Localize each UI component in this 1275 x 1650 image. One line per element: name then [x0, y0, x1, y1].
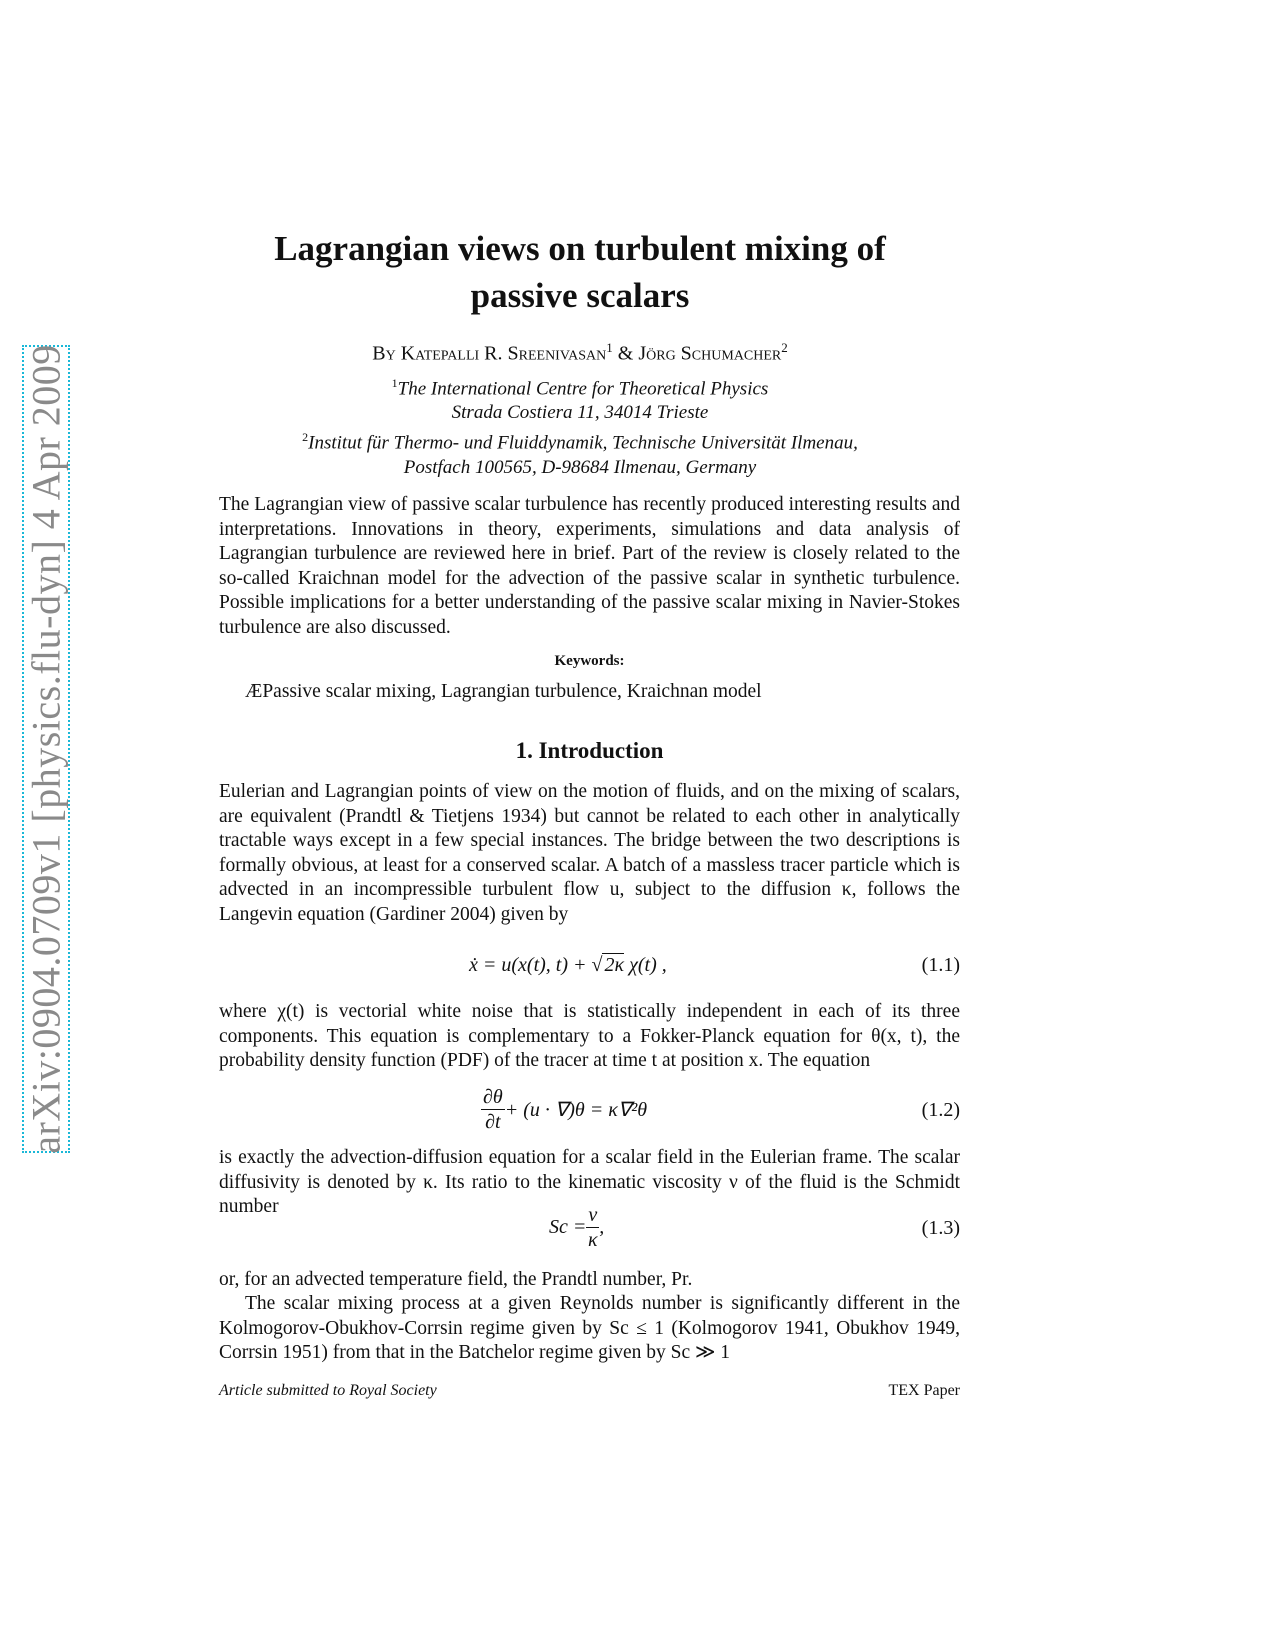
paragraph-3: is exactly the advection-diffusion equation for a scalar field in the Eulerian frame. The scalar diffusivity is denoted by κ. Its ratio to the kinematic viscosity ν of the fluid is the Schmidt number — [219, 1147, 960, 1217]
title-line-2: passive scalars — [470, 276, 690, 315]
arxiv-id: arXiv:0904.0709v1 [physics.flu-dyn] 4 Apr 2009 — [23, 344, 69, 1154]
equation-number: (1.1) — [921, 954, 960, 976]
arxiv-sidebar-stamp — [22, 345, 70, 1153]
equation-1-3 — [219, 1203, 960, 1259]
paragraph-1: Eulerian and Lagrangian points of view on the motion of fluids, and on the mixing of scalars, are equivalent (Prandtl & Tietjens 1934) but cannot be related to each other in analytically tractable ways except in a few special instances. The bridge between the two descriptions is formally obvious, at least for a conserved scalar. A batch of a massless tracer particle which is advected in an incompressible turbulent flow u, subject to the diffusion κ, follows the Langevin equation (Gardiner 2004) given by — [219, 781, 960, 925]
equation-1-3-body: Sc = $\frac{\nu}{\kappa}$ , — [549, 1204, 605, 1251]
paragraph-5: The scalar mixing process at a given Reynolds number is significantly different in the Kolmogorov-Obukhov-Corrsin regime given by Sc ≤ 1 (Kolmogorov 1941, Obukhov 1949, Corrsin 1951) from that in the Batchelor regime given by Sc ≫ 1 — [219, 1293, 960, 1363]
keywords-text: ÆPassive scalar mixing, Lagrangian turbulence, Kraichnan model — [245, 681, 762, 702]
equation-number: (1.2) — [921, 1099, 960, 1121]
footer-tex-paper: TEX Paper — [888, 1382, 960, 1399]
equation-1-2 — [219, 1085, 960, 1141]
author-1: Katepalli R. Sreenivasan — [400, 342, 607, 365]
title-line-1: Lagrangian views on turbulent mixing of — [274, 229, 886, 268]
affiliation-2-line-1: $^2$Institut für Thermo- und Fluiddynamik, Technische Universität Ilmenau, — [302, 430, 858, 454]
affiliation-1-line-2: Strada Costiera 11, 34014 Trieste — [451, 402, 709, 424]
author-prefix: By — [372, 342, 396, 365]
author-conjunction: & — [617, 342, 634, 365]
author-2-mark: 2 — [781, 340, 788, 355]
paragraph-2: where χ(t) is vectorial white noise that is statistically independent in each of its three components. This equation is complementary to a Fokker-Planck equation for θ(x, t), the probability density function (PDF) of the tracer at time t at position x. The equation — [219, 1001, 960, 1071]
affiliation-1-line-1: $^1$The International Centre for Theoretical Physics — [391, 376, 769, 400]
footer-submission-note: Article submitted to Royal Society — [219, 1382, 437, 1399]
equation-1-1-body: ẋ = u(x(t), t) + √ 2κ χ(t) , — [469, 954, 667, 976]
paragraph-4: or, for an advected temperature field, the Prandtl number, Pr. — [219, 1269, 693, 1290]
keywords-heading: Keywords: — [554, 653, 625, 669]
affiliations — [200, 371, 960, 480]
equation-1-1 — [219, 954, 960, 984]
affiliation-2-line-2: Postfach 100565, D-98684 Ilmenau, Germany — [403, 456, 757, 478]
author-line — [200, 340, 960, 366]
equation-1-2-body: $\frac{\partial\theta}{\partial t}$ + (u · ∇)θ = κ∇²θ — [483, 1086, 648, 1133]
section-heading: 1. Introduction — [515, 738, 664, 763]
abstract: The Lagrangian view of passive scalar turbulence has recently produced interesting results and interpretations. Innovations in theory, experiments, simulations and data analysis of Lagrangian turbulence are reviewed here in brief. Part of the review is closely related to the so-called Kraichnan model for the advection of the passive scalar in synthetic turbulence. Possible implications for a better understanding of the passive scalar mixing in Navier-Stokes turbulence are also discussed. — [219, 494, 960, 638]
paper-title — [200, 225, 960, 319]
author-1-mark: 1 — [606, 340, 613, 355]
author-2: Jörg Schumacher — [638, 342, 782, 365]
equation-number: (1.3) — [921, 1217, 960, 1239]
